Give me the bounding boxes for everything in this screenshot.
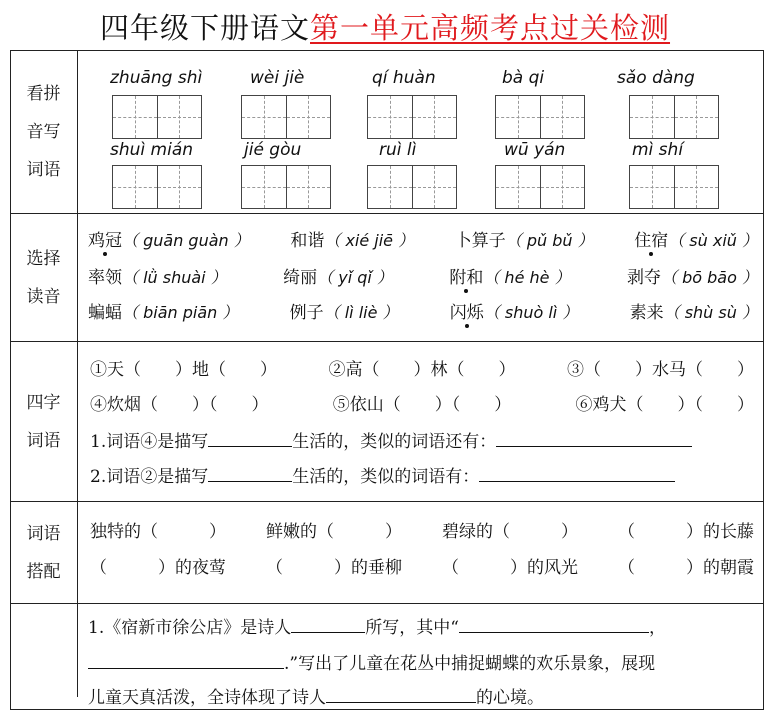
reading-item[interactable]	[450, 301, 579, 325]
word: 附和	[449, 268, 484, 288]
question-text: 1.词语④是描写	[90, 432, 209, 452]
pinyin: wèi jiè	[250, 68, 305, 88]
divider	[10, 341, 764, 342]
reading-item[interactable]	[283, 266, 393, 290]
writing-grid[interactable]	[112, 95, 202, 139]
label-line: 四字	[26, 392, 61, 413]
options: （ lì liè ）	[323, 303, 399, 322]
idiom-item[interactable]: ⑥鸡犬（ ）（ ）	[575, 395, 754, 415]
label-line: 看拼	[26, 84, 61, 104]
question-text: 生活的，类似的词语有：	[292, 467, 480, 487]
match-item[interactable]: 鲜嫩的（ ）	[266, 522, 402, 542]
writing-grid[interactable]	[241, 95, 331, 139]
idiom-item[interactable]: ③（ ）水马（ ）	[567, 360, 754, 380]
idiom-question-1	[90, 429, 692, 454]
pinyin: wū yán	[504, 140, 566, 160]
word: 住宿	[634, 231, 669, 251]
idiom-item[interactable]: ②高（ ）林（ ）	[328, 360, 516, 380]
question-text: ，	[648, 618, 666, 638]
poem-line-1	[88, 615, 666, 640]
options: （ pǔ bǔ ）	[505, 231, 594, 250]
label-line: 选择	[26, 248, 61, 269]
match-item[interactable]: （ ）的垂柳	[266, 558, 402, 578]
match-line	[90, 520, 754, 544]
options: （ biān piān ）	[122, 303, 239, 322]
options: （ bō bāo ）	[661, 268, 758, 287]
word: 和谐	[290, 231, 325, 251]
answer-blank[interactable]	[291, 615, 365, 633]
options: （ xié jiē ）	[324, 231, 415, 250]
section-label-pinyin	[10, 51, 78, 213]
word: 绮丽	[283, 268, 318, 288]
idiom-item[interactable]: ①天（ ）地（ ）	[90, 360, 277, 380]
answer-blank[interactable]	[208, 429, 292, 447]
reading-item[interactable]	[290, 301, 399, 325]
poem-line-2	[88, 651, 655, 676]
divider	[10, 213, 764, 214]
answer-blank[interactable]	[326, 685, 476, 703]
poem-line-3	[88, 685, 544, 710]
label-line: 搭配	[26, 561, 61, 582]
label-line: 词语	[26, 430, 61, 451]
section-label-poem	[10, 604, 78, 697]
reading-item[interactable]	[627, 266, 758, 290]
question-text: 的心境。	[476, 688, 544, 708]
reading-item[interactable]	[455, 229, 594, 253]
answer-blank[interactable]	[88, 651, 284, 669]
options: （ shù sù ）	[663, 303, 758, 322]
writing-grid[interactable]	[112, 165, 202, 209]
writing-grid[interactable]	[241, 165, 331, 209]
idiom-line	[90, 358, 754, 382]
word: 闪烁	[449, 303, 484, 323]
word: 素来	[629, 303, 664, 323]
label-line: 音写	[26, 122, 61, 142]
pinyin: mì shí	[632, 140, 684, 160]
question-text: .”写出了儿童在花丛中捕捉蝴蝶的欢乐景象，展现	[284, 654, 656, 674]
pinyin: sǎo dàng	[617, 68, 695, 88]
match-item[interactable]: （ ）的夜莺	[90, 558, 226, 578]
pinyin: zhuāng shì	[110, 68, 203, 88]
answer-blank[interactable]	[479, 464, 675, 482]
answer-blank[interactable]	[208, 464, 292, 482]
writing-grid[interactable]	[495, 165, 585, 209]
section-label-reading	[10, 214, 78, 341]
match-item[interactable]: （ ）的长藤	[618, 522, 754, 542]
answer-blank[interactable]	[459, 615, 649, 633]
word: 卜算子	[454, 231, 506, 251]
reading-item[interactable]	[630, 301, 758, 325]
question-text: 1.《宿新市徐公店》是诗人	[88, 618, 292, 638]
divider	[10, 501, 764, 502]
section-label-idioms	[10, 342, 78, 501]
word: 率领	[88, 268, 122, 288]
reading-item[interactable]	[88, 229, 250, 253]
match-line	[90, 556, 754, 580]
reading-line	[88, 266, 758, 290]
reading-line	[88, 301, 758, 325]
options: （ shuò lì ）	[483, 303, 579, 322]
word: 剥夺	[627, 268, 661, 288]
idiom-line	[90, 393, 754, 417]
word: 蝙蝠	[88, 303, 122, 323]
writing-grid[interactable]	[629, 165, 719, 209]
label-line: 读音	[26, 286, 61, 307]
title-red: 第一单元高频考点过关检测	[310, 11, 671, 45]
question-text: 生活的，类似的词语还有：	[292, 432, 497, 452]
question-text: 儿童天真活泼，全诗体现了诗人	[88, 688, 326, 708]
options: （ lǜ shuài ）	[122, 268, 227, 287]
pinyin: jié gòu	[244, 140, 302, 160]
writing-grid[interactable]	[367, 165, 457, 209]
writing-grid[interactable]	[367, 95, 457, 139]
answer-blank[interactable]	[496, 429, 692, 447]
idiom-question-2	[90, 464, 675, 489]
question-text: 所写，其中“	[365, 618, 459, 638]
reading-item[interactable]	[449, 266, 570, 290]
reading-item[interactable]	[88, 301, 238, 325]
pinyin: shuì mián	[110, 140, 194, 160]
writing-grid[interactable]	[629, 95, 719, 139]
writing-grid[interactable]	[495, 95, 585, 139]
page-title	[0, 6, 770, 47]
pinyin: ruì lì	[379, 140, 417, 160]
match-item[interactable]: （ ）的朝霞	[618, 558, 754, 578]
question-text: 2.词语②是描写	[90, 467, 209, 487]
reading-item[interactable]	[634, 229, 758, 253]
idiom-item[interactable]: ④炊烟（ ）（ ）	[90, 395, 269, 415]
options: （ guān guàn ）	[122, 231, 250, 250]
reading-item[interactable]	[290, 229, 414, 253]
divider	[10, 603, 764, 604]
word: 例子	[289, 303, 324, 323]
match-item[interactable]: （ ）的风光	[442, 558, 578, 578]
options: （ hé hè ）	[483, 268, 571, 287]
word: 鸡冠	[88, 231, 122, 251]
match-item[interactable]: 碧绿的（ ）	[442, 522, 578, 542]
options: （ sù xiǔ ）	[668, 231, 758, 250]
label-line: 词语	[26, 160, 61, 180]
section-label-matching	[10, 502, 78, 603]
reading-item[interactable]	[88, 266, 227, 290]
reading-line	[88, 229, 758, 253]
label-line: 词语	[26, 523, 61, 544]
idiom-item[interactable]: ⑤依山（ ）（ ）	[332, 395, 512, 415]
match-item[interactable]: 独特的（ ）	[90, 522, 226, 542]
options: （ yǐ qǐ ）	[317, 268, 393, 287]
pinyin: bà qi	[502, 68, 545, 88]
title-black: 四年级下册语文	[99, 11, 310, 45]
pinyin: qí huàn	[372, 68, 436, 88]
